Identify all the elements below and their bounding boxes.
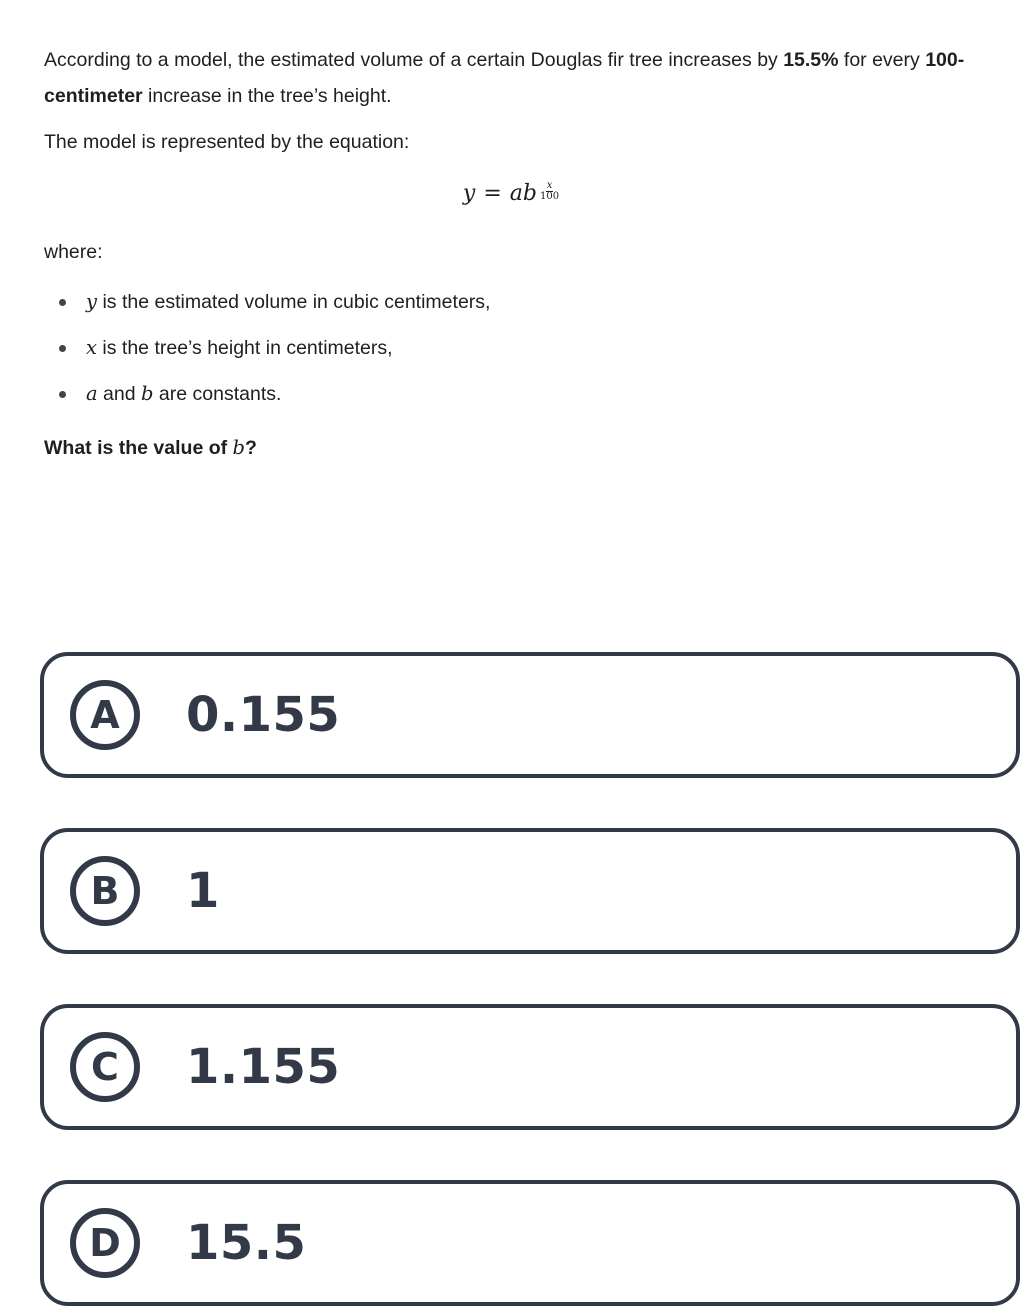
option-value: 1 — [186, 863, 220, 919]
variable-item — [44, 376, 1014, 412]
variable-item — [44, 330, 1014, 366]
percent-increase: 15.5% — [783, 49, 839, 71]
variable-symbol: a — [86, 382, 98, 405]
prompt-end: ? — [245, 437, 257, 459]
intro-text: for every — [838, 49, 926, 71]
option-letter-badge: C — [70, 1032, 140, 1102]
model-sentence: The model is represented by the equation: — [44, 131, 410, 153]
variable-symbol: x — [86, 336, 97, 359]
option-b-button[interactable] — [40, 828, 1020, 954]
variable-description: are constants. — [153, 383, 282, 405]
prompt-symbol: b — [232, 436, 246, 459]
option-letter-badge: D — [70, 1208, 140, 1278]
option-letter-badge: A — [70, 680, 140, 750]
question-prompt — [44, 430, 1014, 466]
equation-exponent — [540, 181, 559, 202]
where-label: where: — [44, 241, 103, 263]
variable-list — [44, 284, 1014, 412]
variable-description: is the estimated volume in cubic centimeters, — [97, 291, 491, 313]
question-block — [44, 42, 1014, 466]
option-d-button[interactable] — [40, 1180, 1020, 1306]
variable-item — [44, 284, 1014, 320]
model-equation — [44, 176, 1014, 212]
equation-equals: = — [483, 181, 502, 206]
option-c-button[interactable] — [40, 1004, 1020, 1130]
variable-symbol: y — [86, 290, 98, 313]
exponent-numerator: x — [546, 180, 553, 191]
equation-lhs: y — [462, 181, 476, 206]
intro-text: increase in the tree’s height. — [142, 85, 392, 107]
option-value: 1.155 — [186, 1039, 341, 1095]
exponent-denominator: 100 — [539, 191, 560, 202]
intro-text: According to a model, the estimated volume of a certain Douglas fir tree increases by — [44, 49, 784, 71]
variable-description: is the tree’s height in centimeters, — [97, 337, 393, 359]
option-letter-badge: B — [70, 856, 140, 926]
equation-base: ab — [509, 181, 537, 206]
option-a-button[interactable] — [40, 652, 1020, 778]
question-intro — [44, 42, 1014, 114]
variable-connector: and — [97, 383, 142, 405]
option-value: 15.5 — [186, 1215, 307, 1271]
option-value: 0.155 — [186, 687, 341, 743]
variable-symbol: b — [141, 382, 154, 405]
prompt-text: What is the value of — [44, 437, 233, 459]
height-increment: 100-centimeter — [44, 49, 965, 107]
